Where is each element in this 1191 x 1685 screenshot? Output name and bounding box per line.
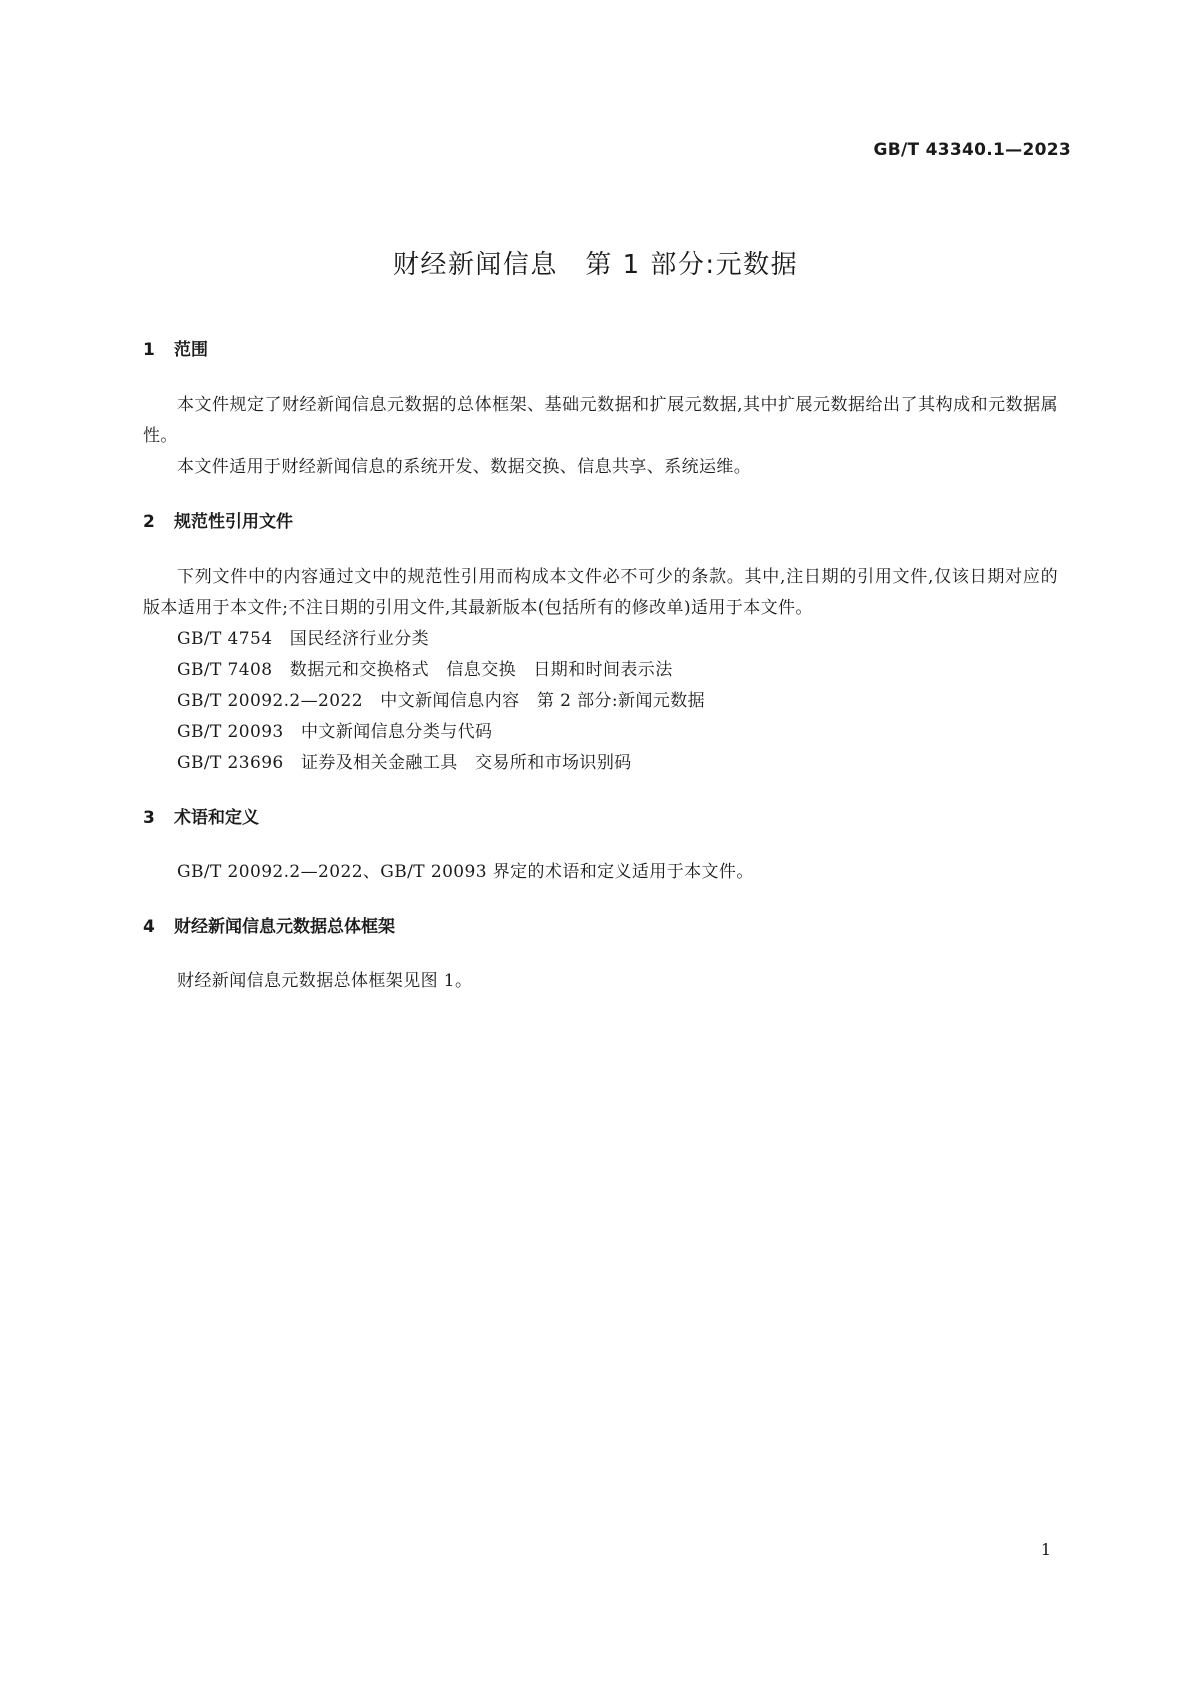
reference-item: GB/T 20092.2—2022 中文新闻信息内容 第 2 部分:新闻元数据 bbox=[177, 691, 706, 711]
page-number: 1 bbox=[1040, 1540, 1051, 1559]
section-2-body bbox=[143, 562, 1058, 779]
standard-code: GB/T 43340.1—2023 bbox=[873, 140, 1071, 160]
section-3-paragraph-1: GB/T 20092.2—2022、GB/T 20093 界定的术语和定义适用于本文件。 bbox=[177, 862, 754, 882]
section-2-heading bbox=[143, 510, 1058, 534]
section-3-title: 术语和定义 bbox=[174, 808, 259, 828]
section-4-title: 财经新闻信息元数据总体框架 bbox=[174, 917, 395, 937]
section-3-number: 3 bbox=[143, 808, 155, 828]
section-3-heading bbox=[143, 806, 1058, 830]
reference-item: GB/T 23696 证券及相关金融工具 交易所和市场识别码 bbox=[177, 753, 632, 773]
reference-item: GB/T 7408 数据元和交换格式 信息交换 日期和时间表示法 bbox=[177, 660, 673, 680]
section-4-paragraph-1: 财经新闻信息元数据总体框架见图 1。 bbox=[177, 971, 473, 991]
reference-item: GB/T 20093 中文新闻信息分类与代码 bbox=[177, 722, 493, 742]
section-1-number: 1 bbox=[143, 340, 155, 360]
section-2-paragraph-1: 下列文件中的内容通过文中的规范性引用而构成本文件必不可少的条款。其中,注日期的引用文件,仅该日期对应的版本适用于本文件;不注日期的引用文件,其最新版本(包括所有的修改单)适用于本文件。 bbox=[143, 567, 1058, 618]
section-3-body bbox=[143, 857, 1058, 888]
section-1-body bbox=[143, 390, 1058, 483]
section-2-number: 2 bbox=[143, 512, 155, 532]
section-2-title: 规范性引用文件 bbox=[174, 512, 293, 532]
section-1-title: 范围 bbox=[174, 340, 208, 360]
document-body bbox=[143, 338, 1058, 997]
section-1-paragraph-2: 本文件适用于财经新闻信息的系统开发、数据交换、信息共享、系统运维。 bbox=[177, 457, 752, 477]
section-1-heading bbox=[143, 338, 1058, 362]
section-4-body bbox=[143, 966, 1058, 997]
section-1-paragraph-1: 本文件规定了财经新闻信息元数据的总体框架、基础元数据和扩展元数据,其中扩展元数据给出了其构成和元数据属性。 bbox=[143, 395, 1058, 446]
section-4-heading bbox=[143, 915, 1058, 939]
document-title: 财经新闻信息 第 1 部分:元数据 bbox=[392, 250, 799, 280]
reference-item: GB/T 4754 国民经济行业分类 bbox=[177, 629, 430, 649]
section-4-number: 4 bbox=[143, 917, 155, 937]
